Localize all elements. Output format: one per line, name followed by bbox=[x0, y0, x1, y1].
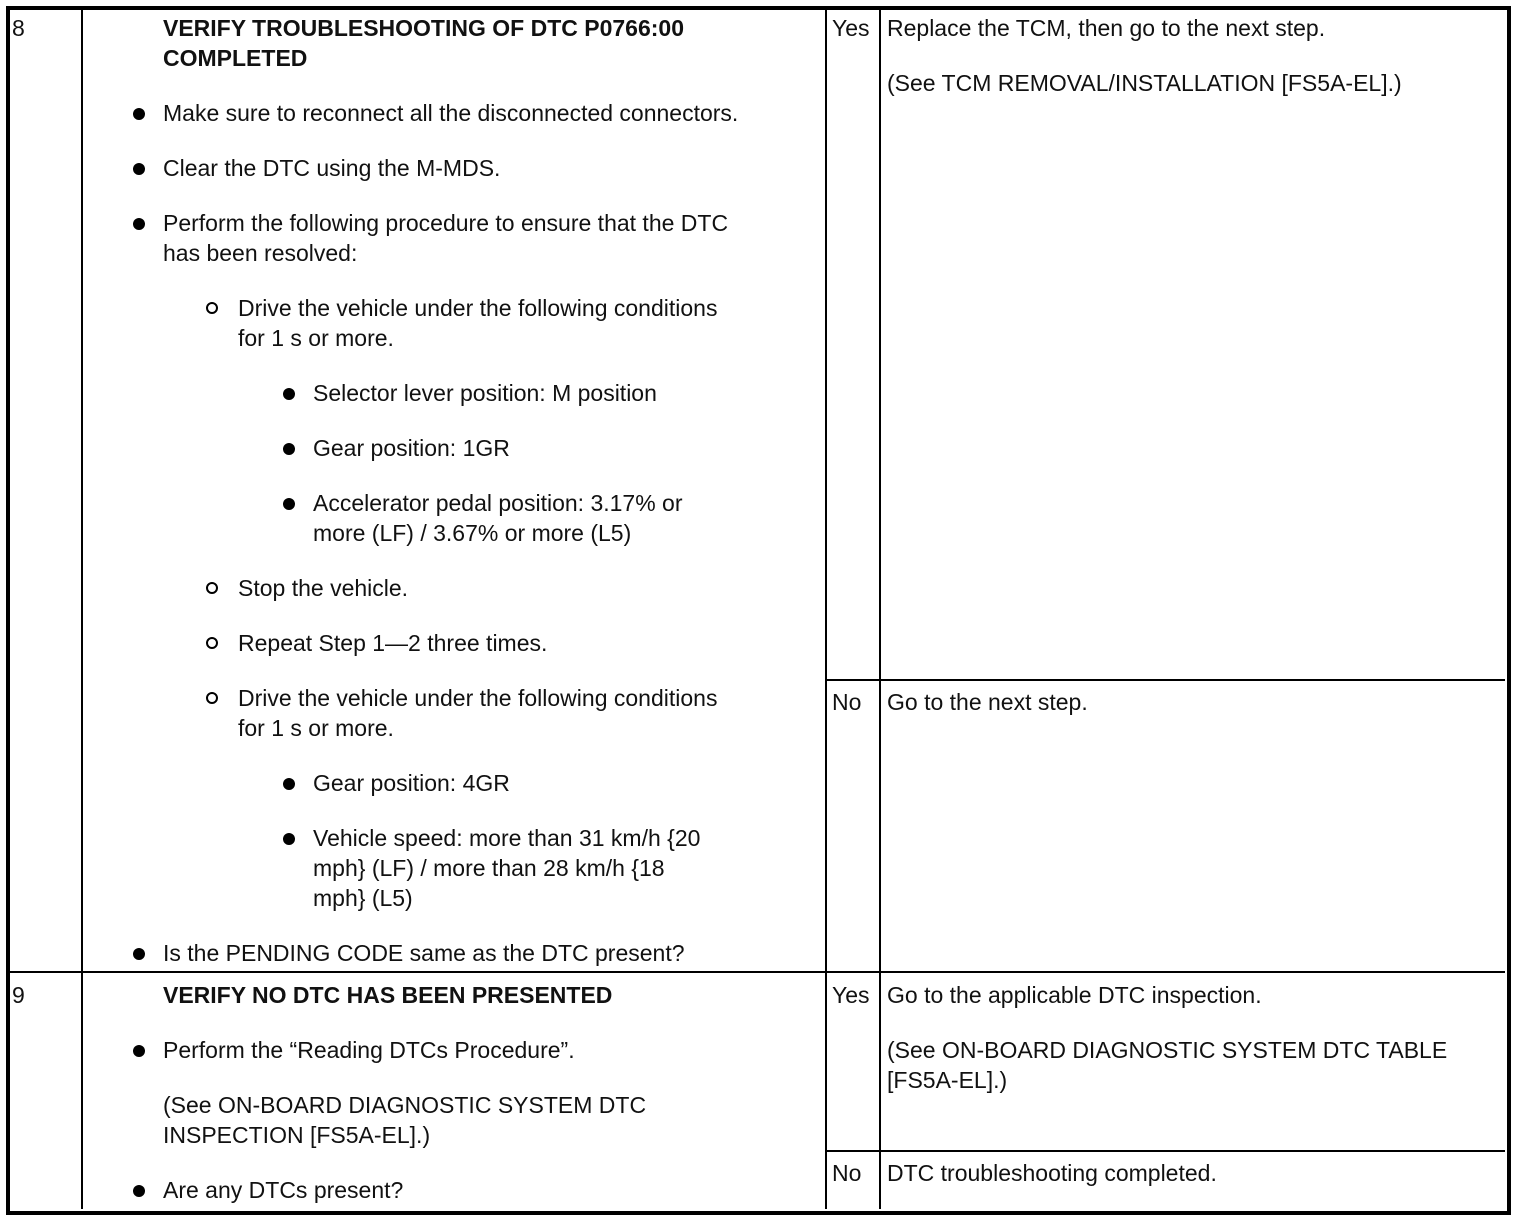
result-label-no: No bbox=[832, 1160, 862, 1186]
list-item: has been resolved: bbox=[163, 240, 358, 266]
condition-item: more (LF) / 3.67% or more (L5) bbox=[313, 520, 632, 546]
step-number: 8 bbox=[12, 15, 25, 41]
result-action: Go to the next step. bbox=[887, 689, 1088, 715]
step-number: 9 bbox=[12, 982, 25, 1008]
circle-bullet-icon bbox=[206, 302, 218, 314]
bullet-icon bbox=[283, 778, 295, 790]
list-item: Perform the “Reading DTCs Procedure”. bbox=[163, 1037, 575, 1063]
result-action: Go to the applicable DTC inspection. bbox=[887, 982, 1262, 1008]
list-item: Perform the following procedure to ensure that the DTC bbox=[163, 210, 729, 236]
condition-item: Gear position: 1GR bbox=[313, 435, 510, 461]
result-label-yes: Yes bbox=[832, 982, 870, 1008]
condition-item: Selector lever position: M position bbox=[313, 380, 657, 406]
reference-note: (See ON-BOARD DIAGNOSTIC SYSTEM DTC bbox=[163, 1092, 647, 1118]
list-item: Clear the DTC using the M-MDS. bbox=[163, 155, 501, 181]
bullet-icon bbox=[283, 388, 295, 400]
procedure-item: Repeat Step 1—2 three times. bbox=[238, 630, 548, 656]
bullet-icon bbox=[283, 443, 295, 455]
step-title: VERIFY NO DTC HAS BEEN PRESENTED bbox=[163, 982, 613, 1008]
procedure-item: for 1 s or more. bbox=[238, 715, 394, 741]
bullet-icon bbox=[133, 948, 145, 960]
procedure-item: Drive the vehicle under the following conditions bbox=[238, 295, 718, 321]
circle-bullet-icon bbox=[206, 692, 218, 704]
bullet-icon bbox=[283, 498, 295, 510]
result-divider bbox=[825, 1150, 1505, 1152]
column-divider bbox=[825, 8, 827, 1209]
procedure-item: Stop the vehicle. bbox=[238, 575, 409, 601]
reference-note: INSPECTION [FS5A-EL].) bbox=[163, 1122, 431, 1148]
question-item: Is the PENDING CODE same as the DTC present? bbox=[163, 940, 685, 966]
step-title: VERIFY TROUBLESHOOTING OF DTC P0766:00 bbox=[163, 15, 685, 41]
result-label-yes: Yes bbox=[832, 15, 870, 41]
condition-item: Vehicle speed: more than 31 km/h {20 bbox=[313, 825, 701, 851]
bullet-icon bbox=[283, 833, 295, 845]
column-divider bbox=[879, 8, 881, 1209]
condition-item: mph} (L5) bbox=[313, 885, 413, 911]
result-action: Replace the TCM, then go to the next step. bbox=[887, 15, 1326, 41]
list-item: Make sure to reconnect all the disconnected connectors. bbox=[163, 100, 739, 126]
table-border bbox=[6, 6, 1511, 1215]
circle-bullet-icon bbox=[206, 637, 218, 649]
result-reference: (See TCM REMOVAL/INSTALLATION [FS5A-EL].) bbox=[887, 70, 1402, 96]
circle-bullet-icon bbox=[206, 582, 218, 594]
bullet-icon bbox=[133, 1185, 145, 1197]
step-title: COMPLETED bbox=[163, 45, 308, 71]
bullet-icon bbox=[133, 218, 145, 230]
row-divider bbox=[8, 971, 1505, 973]
condition-item: mph} (LF) / more than 28 km/h {18 bbox=[313, 855, 665, 881]
result-reference: (See ON-BOARD DIAGNOSTIC SYSTEM DTC TABLE bbox=[887, 1037, 1448, 1063]
bullet-icon bbox=[133, 163, 145, 175]
procedure-item: for 1 s or more. bbox=[238, 325, 394, 351]
column-divider bbox=[81, 8, 83, 1209]
bullet-icon bbox=[133, 108, 145, 120]
result-divider bbox=[825, 679, 1505, 681]
result-reference: [FS5A-EL].) bbox=[887, 1067, 1008, 1093]
condition-item: Gear position: 4GR bbox=[313, 770, 510, 796]
result-action: DTC troubleshooting completed. bbox=[887, 1160, 1217, 1186]
condition-item: Accelerator pedal position: 3.17% or bbox=[313, 490, 683, 516]
bullet-icon bbox=[133, 1045, 145, 1057]
procedure-item: Drive the vehicle under the following conditions bbox=[238, 685, 718, 711]
result-label-no: No bbox=[832, 689, 862, 715]
question-item: Are any DTCs present? bbox=[163, 1177, 404, 1203]
